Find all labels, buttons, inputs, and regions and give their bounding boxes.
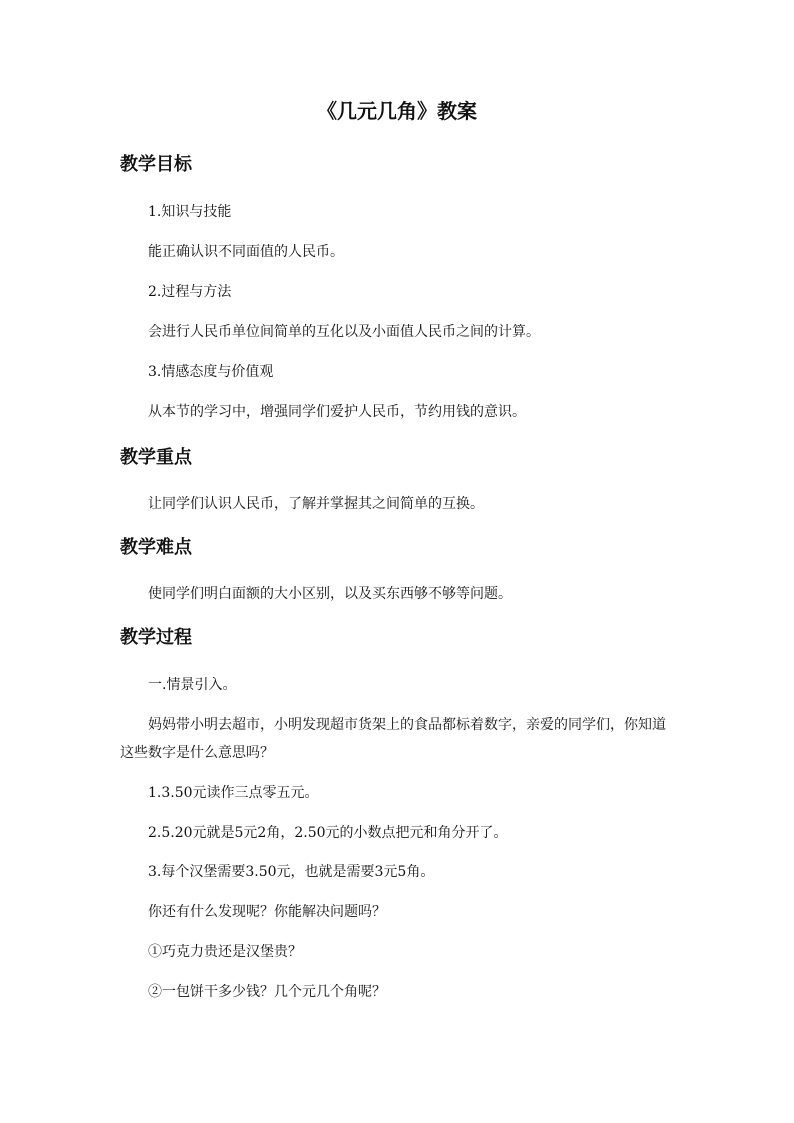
objective-item-4: 会进行人民币单位间简单的互化以及小面值人民币之间的计算。 <box>148 324 540 340</box>
process-question: 你还有什么发现呢？你能解决问题吗？ <box>148 904 386 920</box>
objective-item-2: 能正确认识不同面值的人民币。 <box>148 244 344 260</box>
objective-item-3: 2.过程与方法 <box>148 284 232 300</box>
heading-difficulties: 教学难点 <box>120 537 192 558</box>
process-point-3: 3.每个汉堡需要3.50元，也就是需要3元5角。 <box>148 864 435 880</box>
process-point-2: 2.5.20元就是5元2角，2.50元的小数点把元和角分开了。 <box>148 825 508 841</box>
heading-key-points: 教学重点 <box>120 447 192 468</box>
process-step-1: 一.情景引入。 <box>148 677 237 693</box>
heading-objectives: 教学目标 <box>120 154 192 175</box>
process-sub-question-2: ②一包饼干多少钱？几个元几个角呢？ <box>148 984 386 1000</box>
key-points-text: 让同学们认识人民币，了解并掌握其之间简单的互换。 <box>148 496 484 512</box>
objective-item-5: 3.情感态度与价值观 <box>148 364 274 380</box>
process-point-1: 1.3.50元读作三点零五元。 <box>148 785 319 801</box>
process-intro-line-2: 这些数字是什么意思吗？ <box>120 745 274 761</box>
process-intro-line-1: 妈妈带小明去超市，小明发现超市货架上的食品都标着数字，亲爱的同学们，你知道 <box>148 717 666 733</box>
heading-process: 教学过程 <box>120 627 192 648</box>
process-sub-question-1: ①巧克力贵还是汉堡贵？ <box>148 944 302 960</box>
objective-item-1: 1.知识与技能 <box>148 204 232 220</box>
difficulties-text: 使同学们明白面额的大小区别，以及买东西够不够等问题。 <box>148 586 512 602</box>
objective-item-6: 从本节的学习中，增强同学们爱护人民币，节约用钱的意识。 <box>148 404 526 420</box>
document-title: 《几元几角》教案 <box>317 99 477 123</box>
